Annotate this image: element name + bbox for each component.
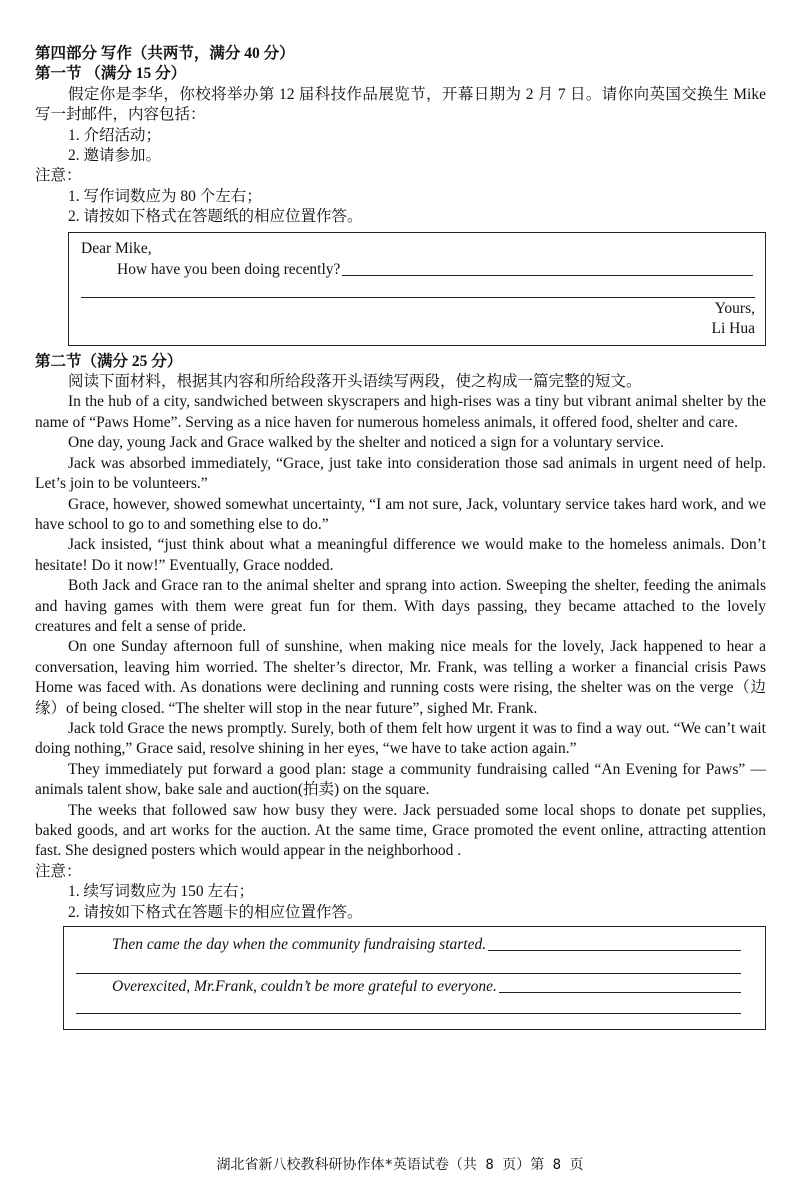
note-label: 注意： <box>35 167 82 185</box>
passage-paragraph: On one Sunday afternoon full of sunshine, when making nice meals for the lovely, Jack happened to hear a conversation, leaving him worried. The shelter’s director, Mr. Frank, was telling a worker a financial crisis Paws Home was faced with. As donations were declining and running costs were rising, the shelter was on the verge（边缘）of being closed. “The shelter will stop in the near future”, sighed Mr. Frank. <box>35 638 766 717</box>
continuation-answer-box <box>63 926 766 1030</box>
letter-opening: How have you been doing recently? <box>117 260 341 278</box>
passage-paragraph: Jack told Grace the news promptly. Surely, both of them felt how urgent it was to find a way out. “We can’t wait doing nothing,” Grace said, resolve shining in her eyes, “we have to take action again.” <box>35 719 766 758</box>
letter-answer-box <box>68 232 766 346</box>
section2-instruction: 阅读下面材料，根据其内容和所给段落开头语续写两段，使之构成一篇完整的短文。 <box>68 373 642 391</box>
paragraph-starter-2: Overexcited, Mr.Frank, couldn’t be more grateful to everyone. <box>112 978 497 996</box>
part-title: 第四部分 写作（共两节，满分 40 分） <box>35 45 295 62</box>
page-footer: 湖北省新八校教科研协作体*英语试卷（共 8 页）第 8 页 <box>216 1157 584 1173</box>
paragraph-starter-1: Then came the day when the community fundraising started. <box>112 936 487 954</box>
section1-heading: 第一节 （满分 15 分） <box>35 65 187 83</box>
letter-greeting: Dear Mike, <box>81 239 152 257</box>
note-item: 1. 续写词数应为 150 左右； <box>68 883 255 901</box>
note-item: 2. 请按如下格式在答题纸的相应位置作答。 <box>68 208 363 226</box>
letter-closing: Yours, <box>714 299 755 317</box>
passage-paragraph: The weeks that followed saw how busy they were. Jack persuaded some local shops to donate pet supplies, baked goods, and art works for the auction. At the same time, Grace promoted the event online, attracting attention fast. She designed posters which would appear in the neighborhood . <box>35 801 766 860</box>
answer-line <box>342 260 753 276</box>
prompt-item: 1. 介绍活动； <box>68 126 162 144</box>
answer-line <box>499 977 741 993</box>
passage-paragraph: In the hub of a city, sandwiched between skyscrapers and high-rises was a tiny but vibrant animal shelter by the name of “Paws Home”. Serving as a nice haven for numerous homeless animals, it offered food, shelter and care. <box>35 393 766 431</box>
passage-paragraph: Grace, however, showed somewhat uncertainty, “I am not sure, Jack, voluntary service takes hard work, and we have school to go to and something else to do.” <box>35 495 766 533</box>
passage-paragraph: Jack was absorbed immediately, “Grace, just take into consideration those sad animals in urgent need of help. Let’s join to be volunteers.” <box>35 454 766 493</box>
answer-line <box>76 973 741 974</box>
note-label: 注意： <box>35 862 82 880</box>
passage-paragraph: Both Jack and Grace ran to the animal shelter and sprang into action. Sweeping the shelter, feeding the animals and having games with them were great fun for them. With days passing, they became attached to the lovely creatures and felt a sense of pride. <box>35 577 766 635</box>
section1-prompt: 假定你是李华，你校将举办第 12 届科技作品展览节，开幕日期为 2 月 7 日。请你向英国交换生 Mike 写一封邮件，内容包括： <box>35 85 766 124</box>
note-item: 2. 请按如下格式在答题卡的相应位置作答。 <box>68 903 363 921</box>
passage-paragraph: One day, young Jack and Grace walked by the shelter and noticed a sign for a voluntary service. <box>68 434 664 452</box>
passage-paragraph: Jack insisted, “just think about what a meaningful difference we would make to the homeless animals. Don’t hesitate! Do it now!” Eventually, Grace nodded. <box>35 536 766 574</box>
answer-line <box>76 1013 741 1014</box>
writing-section <box>35 44 766 1030</box>
passage-paragraph: They immediately put forward a good plan: stage a community fundraising called “An Evening for Paws” — animals talent show, bake sale and auction(拍卖) on the square. <box>35 760 766 799</box>
letter-signature: Li Hua <box>711 320 755 338</box>
section2-heading: 第二节（满分 25 分） <box>35 352 183 370</box>
answer-line <box>81 297 755 298</box>
answer-line <box>488 935 741 951</box>
note-item: 1. 写作词数应为 80 个左右； <box>68 187 262 205</box>
prompt-item: 2. 邀请参加。 <box>68 147 162 165</box>
